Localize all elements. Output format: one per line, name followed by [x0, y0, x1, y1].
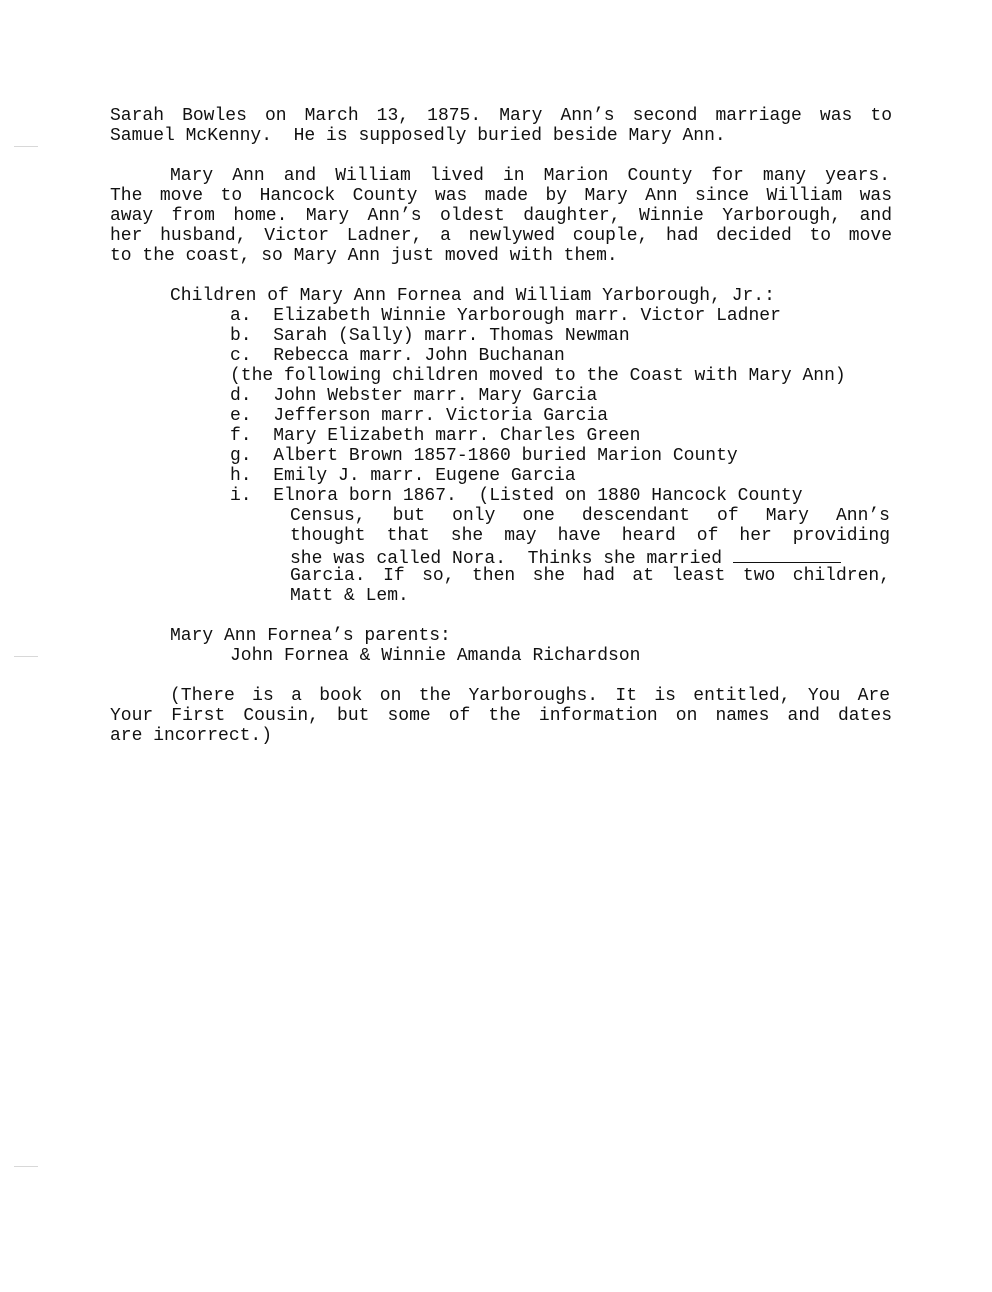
paragraph-2-line-4: her husband, Victor Ladner, a newlywed couple, had decided to move	[110, 226, 892, 246]
children-heading: Children of Mary Ann Fornea and William Yarborough, Jr.:	[170, 286, 775, 306]
paragraph-2-line-1: Mary Ann and William lived in Marion County for many years.	[170, 166, 890, 186]
scan-mark	[14, 1166, 38, 1167]
paragraph-2-line-3: away from home. Mary Ann’s oldest daughter, Winnie Yarborough, and	[110, 206, 892, 226]
list-item-continuation: Census, but only one descendant of Mary Ann’s	[290, 506, 890, 526]
paragraph-2-line-2: The move to Hancock County was made by Mary Ann since William was	[110, 186, 892, 206]
list-item: a. Elizabeth Winnie Yarborough marr. Victor Ladner	[230, 306, 781, 326]
parents-heading: Mary Ann Fornea’s parents:	[170, 626, 451, 646]
list-item: f. Mary Elizabeth marr. Charles Green	[230, 426, 641, 446]
paragraph-3-line-3: are incorrect.)	[110, 726, 273, 746]
scan-mark	[14, 656, 38, 657]
list-item-continuation: thought that she may have heard of her providing	[290, 526, 890, 546]
list-item: g. Albert Brown 1857-1860 buried Marion County	[230, 446, 738, 466]
paragraph-3-line-1: (There is a book on the Yarboroughs. It is entitled, You Are	[170, 686, 890, 706]
list-item: i. Elnora born 1867. (Listed on 1880 Hancock County	[230, 486, 803, 506]
list-item: d. John Webster marr. Mary Garcia	[230, 386, 598, 406]
parents-names: John Fornea & Winnie Amanda Richardson	[230, 646, 641, 666]
paragraph-2-line-5: to the coast, so Mary Ann just moved with them.	[110, 246, 618, 266]
list-item: b. Sarah (Sally) marr. Thomas Newman	[230, 326, 630, 346]
children-note: (the following children moved to the Coast with Mary Ann)	[230, 366, 846, 386]
blank-underline	[733, 546, 841, 563]
paragraph-1-line-1: Sarah Bowles on March 13, 1875. Mary Ann’s second marriage was to	[110, 106, 892, 126]
list-item-continuation: Matt & Lem.	[290, 586, 409, 606]
paragraph-3-line-2: Your First Cousin, but some of the information on names and dates	[110, 706, 892, 726]
scan-mark	[14, 146, 38, 147]
list-item: c. Rebecca marr. John Buchanan	[230, 346, 565, 366]
list-item-continuation-text: she was called Nora. Thinks she married	[290, 549, 723, 569]
list-item: e. Jefferson marr. Victoria Garcia	[230, 406, 609, 426]
list-item-continuation: Garcia. If so, then she had at least two children,	[290, 566, 890, 586]
list-item: h. Emily J. marr. Eugene Garcia	[230, 466, 576, 486]
paragraph-1-line-2: Samuel McKenny. He is supposedly buried beside Mary Ann.	[110, 126, 726, 146]
